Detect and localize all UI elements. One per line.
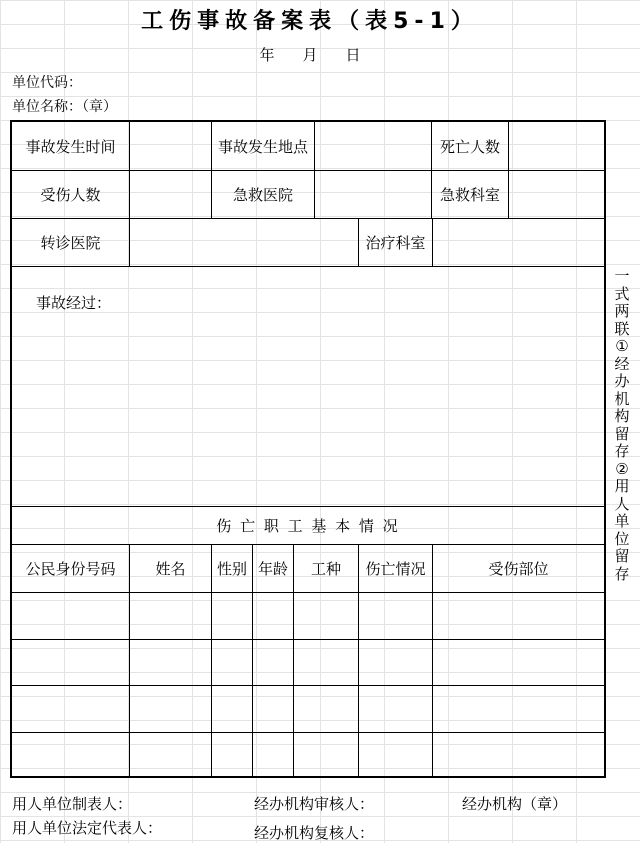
date-month-label: 月	[302, 46, 318, 64]
deaths-field[interactable]	[509, 122, 604, 170]
preparer-label: 用人单位制表人：	[12, 795, 133, 813]
col-header-age: 年龄	[257, 560, 288, 578]
page-title: 工伤事故备案表（表5-1）	[141, 9, 479, 34]
date-year-label: 年	[259, 46, 275, 64]
transfer-hospital-field[interactable]	[130, 219, 358, 266]
col-header-name: 姓名	[155, 560, 186, 578]
unit-code-label: 单位代码：	[12, 75, 82, 91]
accident-time-label: 事故发生时间	[25, 137, 116, 156]
narrative-label: 事故经过：	[36, 294, 112, 312]
col-header-job-type: 工种	[310, 560, 341, 578]
accident-time-field[interactable]	[130, 122, 211, 170]
transfer-hospital-label: 转诊医院	[40, 234, 101, 252]
reviewer-label: 经办机构审核人：	[254, 795, 375, 813]
col-header-id-number: 公民身份号码	[25, 560, 116, 578]
unit-name-label: 单位名称：（章）	[12, 99, 117, 115]
treatment-dept-label: 治疗科室	[365, 234, 426, 252]
table-row[interactable]	[12, 640, 604, 685]
injured-field[interactable]	[130, 171, 211, 218]
table-row[interactable]	[12, 733, 604, 776]
table-row[interactable]	[12, 593, 604, 639]
accident-place-field[interactable]	[315, 122, 431, 170]
emergency-hospital-label: 急救医院	[232, 186, 293, 204]
col-header-injury-site: 受伤部位	[488, 560, 549, 578]
date-line	[0, 44, 620, 65]
treatment-dept-field[interactable]	[433, 219, 604, 266]
injured-label: 受伤人数	[40, 186, 101, 204]
agency-seal-label: 经办机构（章）	[462, 795, 568, 813]
col-header-gender: 性别	[216, 560, 247, 578]
table-row[interactable]	[12, 686, 604, 732]
accident-place-label: 事故发生地点	[217, 137, 308, 156]
emergency-dept-field[interactable]	[509, 171, 604, 218]
col-header-casualty-status: 伤亡情况	[365, 560, 426, 578]
deaths-label: 死亡人数	[439, 137, 500, 156]
accident-record-table	[10, 120, 606, 778]
date-day-label: 日	[345, 46, 361, 64]
emergency-dept-label: 急救科室	[439, 186, 500, 204]
personnel-section-title: 伤 亡 职 工 基 本 情 况	[216, 517, 400, 535]
copy-distribution-note: 一式两联 ①经办机构留存 ②用人单位留存	[614, 267, 630, 583]
legal-rep-label: 用人单位法定代表人：	[12, 819, 163, 837]
rechecker-label: 经办机构复核人：	[254, 824, 375, 842]
narrative-field[interactable]	[12, 317, 604, 506]
emergency-hospital-field[interactable]	[315, 171, 431, 218]
